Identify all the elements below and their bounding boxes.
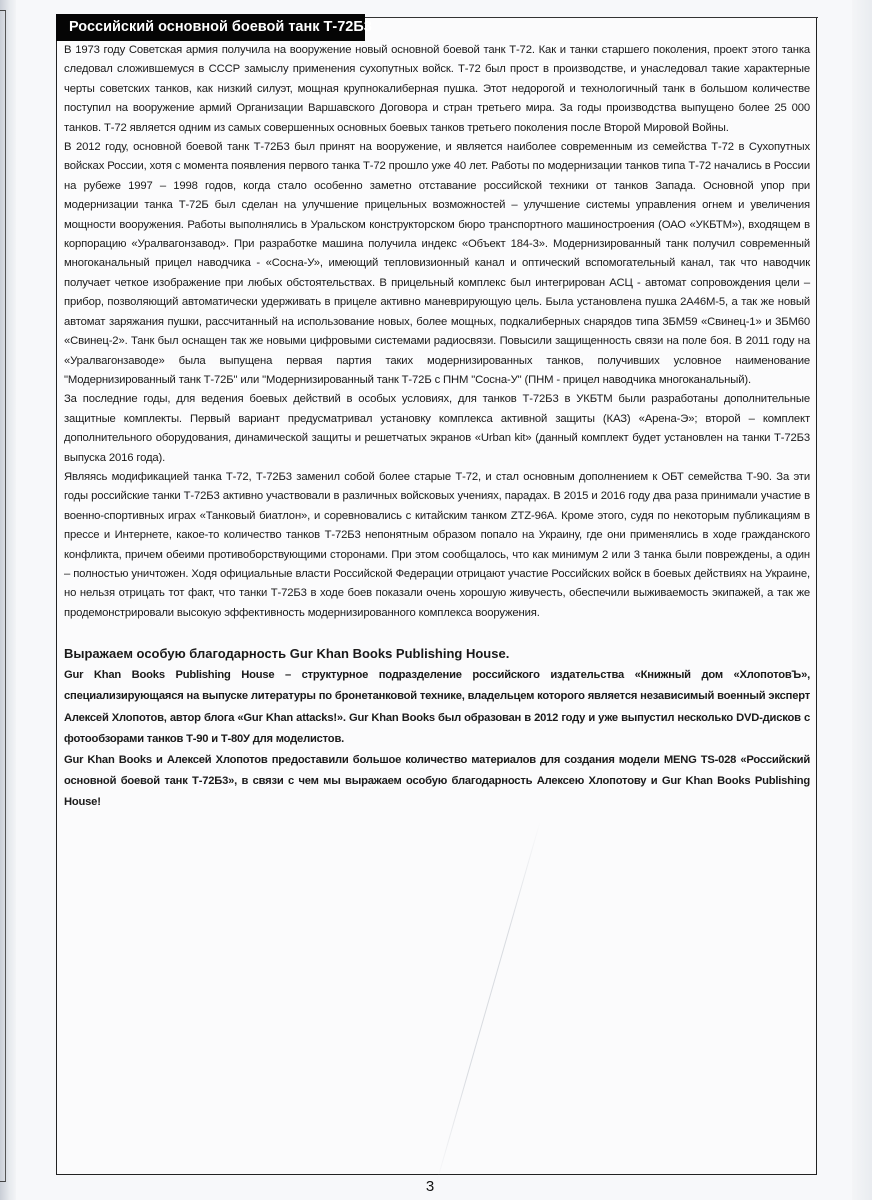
acknowledgement-paragraph-publisher: Gur Khan Books Publishing House – структурное подразделение российского издательства «Книжный дом «ХлопотовЪ», специализирующаяся на выпуске литературы по бронетанковой технике, владельцем которого является независимый военный эксперт Алексей Хлопотов, автор блога «Gur Khan attacks!». Gur Khan Books был образован в 2012 году и уже выпустил несколько DVD-дисков с фотообзорами танков Т-90 и Т-80У для моделистов. (64, 669, 810, 745)
paragraph-modernization: В 2012 году, основной боевой танк Т-72Б3 был принят на вооружение, и является наиболее современным из семейства Т-72 в Сухопутных войсках России, хотя с момента появления первого танка Т-72 прошло уже 40 лет. Работы по модернизации танков типа Т-72 начались в России на рубеже 1997 – 1998 годов, когда стало особенно заметно отставание российской техники от танков Запада. Основной упор при модернизации танка Т-72Б был сделан на улучшение прицельных возможностей – улучшение системы управления огнем и увеличения мощности вооружения. Работы выполнялись в Уральском конструкторском бюро транспортного машиностроения (ОАО «УКБТМ»), входящем в корпорацию «Уралвагонзавод». При разработке машина получила индекс «Объект 184-3». Модернизированный танк получил современный многоканальный прицел наводчика - «Сосна-У», имеющий тепловизионный канал и оптический вспомогательный канал, так что наводчик получает четкое изображение при любых обстоятельствах. В прицельный комплекс был интегрирован АСЦ - автомат сопровождения цели – прибор, позволяющий автоматически удерживать в прицеле активно маневрирующую цель. Была установлена пушка 2А46М-5, а так же новый автомат заряжания пушки, рассчитанный на использование новых, более мощных, подкалиберных снарядов типа 3БМ59 «Свинец-1» и 3БМ60 «Свинец-2». Танк был оснащен так же новыми цифровыми системами радиосвязи. Повысили защищенность связи на поле боя. В 2011 году на «Уралвагонзаводе» была выпущена первая партия таких модернизированных танков, получивших условное наименование "Модернизированный танк Т-72Б" или "Модернизированный танк Т-72Б с ПНМ "Сосна-У" (ПНМ - прицел наводчика многоканальный). (64, 141, 810, 386)
article-body (64, 41, 810, 814)
acknowledgement-heading: Выражаем особую благодарность Gur Khan Books Publishing House. (64, 646, 510, 662)
paragraph-history: В 1973 году Советская армия получила на вооружение новый основной боевой танк Т-72. Как и танки старшего поколения, проект этого танка следовал сложившемуся в СССР замыслу применения сухопутных войск. Т-72 был прост в производстве, и унаследовал такие характерные черты советских танков, как низкий силуэт, мощная крупнокалиберная пушка. Этот недорогой и технологичный танк в большом количестве поступил на вооружение армий Организации Варшавского Договора и стран третьего мира. За годы производства выпущено более 25 000 танков. Т-72 является одним из самых совершенных основных боевых танков третьего поколения после Второй Мировой Войны. (64, 44, 810, 134)
right-page-edge (852, 0, 872, 1200)
frame-top-border (365, 17, 818, 18)
paragraph-protection-kits: За последние годы, для ведения боевых действий в особых условиях, для танков Т-72Б3 в УКБТМ были разработаны дополнительные защитные комплекты. Первый вариант предусматривал установку комплекса активной защиты (КАЗ) «Арена-Э»; второй – комплект дополнительного оборудования, динамической защиты и решетчатых экранов «Urban kit» (данный комплект будет установлен на танки Т-72Б3 выпуска 2016 года). (64, 393, 810, 464)
left-page-edge (0, 10, 6, 1182)
page-number: 3 (425, 1178, 435, 1195)
page-title: Российский основной боевой танк Т-72Б3 (56, 14, 365, 41)
paragraph-service: Являясь модификацией танка Т-72, Т-72Б3 заменил собой более старые Т-72, и стал основным дополнением к ОБТ семейства Т-90. За эти годы российские танки Т-72Б3 активно участвовали в различных войсковых учениях, парадах. В 2015 и 2016 году два раза принимали участие в военно-спортивных играх «Танковый биатлон», и соревновались с китайским танком ZTZ-96A. Кроме этого, судя по некоторым публикациям в прессе и Интернете, какое-то количество танков Т-72Б3 непонятным образом попало на Украину, где они применялись в ходе гражданского конфликта, причем обеими противоборствующими сторонами. При этом сообщалось, что как минимум 2 или 3 танка были повреждены, а один – полностью уничтожен. Ходя официальные власти Российской Федерации отрицают участие Российских войск в боевых действиях на Украине, но нельзя отрицать тот факт, что танки Т-72Б3 в ходе боев показали очень хорошую живучесть, обеспечили выживаемость экипажей, а так же продемонстрировали высокую эффективность модернизированного комплекса вооружения. (64, 470, 810, 619)
acknowledgement-paragraph-materials: Gur Khan Books и Алексей Хлопотов предоставили большое количество материалов для создания модели MENG TS-028 «Российский основной боевой танк Т-72Б3», в связи с чем мы выражаем особую благодарность Алексею Хлопотову и Gur Khan Books Publishing House! (64, 754, 810, 809)
left-page-spine (0, 0, 16, 1200)
